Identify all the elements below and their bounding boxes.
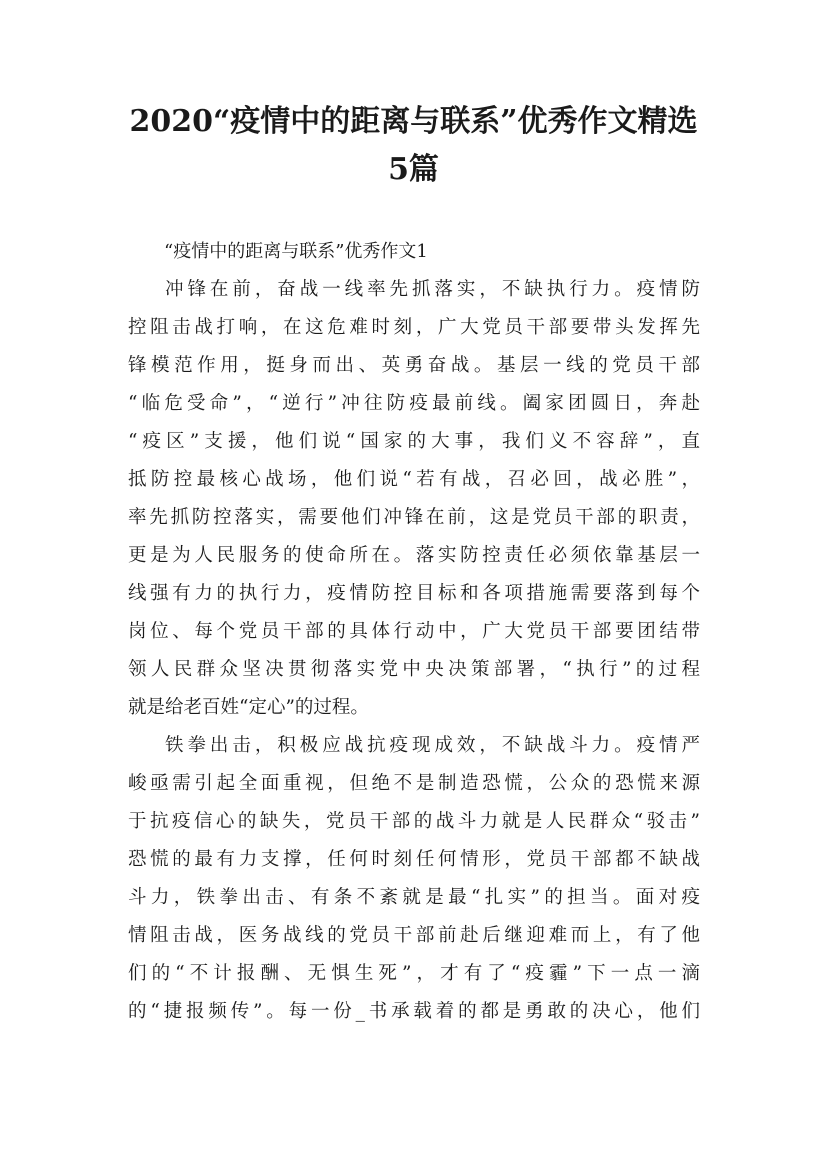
text-line: 冲锋在前，奋战一线率先抓落实，不缺执行力。疫情防 xyxy=(165,279,700,300)
text-line: 于抗疫信心的缺失，党员干部的战斗力就是人民群众“驳击” xyxy=(128,811,700,832)
text-line: 峻亟需引起全面重视，但绝不是制造恐慌，公众的恐慌来源 xyxy=(128,773,700,794)
text-line: 领人民群众坚决贯彻落实党中央决策部署，“执行”的过程 xyxy=(128,659,700,680)
text-line: 岗位、每个党员干部的具体行动中，广大党员干部要团结带 xyxy=(128,621,700,642)
text-line: 率先抓防控落实，需要他们冲锋在前，这是党员干部的职责， xyxy=(128,507,700,528)
text-line: 就是给老百姓“定心”的过程。 xyxy=(128,697,369,718)
text-line: 控阻击战打响，在这危难时刻，广大党员干部要带头发挥先 xyxy=(128,317,700,338)
essay-subtitle: “疫情中的距离与联系”优秀作文1 xyxy=(164,241,428,262)
document-body xyxy=(128,233,700,1031)
text-line: 情阻击战，医务战线的党员干部前赴后继迎难而上，有了他 xyxy=(128,925,700,946)
text-line: 斗力，铁拳出击、有条不紊就是最“扎实”的担当。面对疫 xyxy=(128,887,700,908)
text-line: 线强有力的执行力，疫情防控目标和各项措施需要落到每个 xyxy=(128,583,700,604)
title-line-1: 2020“疫情中的距离与联系”优秀作文精选 xyxy=(129,104,698,139)
text-line: “疫区”支援，他们说“国家的大事，我们义不容辞”，直 xyxy=(128,431,700,452)
text-line: 们的“不计报酬、无惧生死”，才有了“疫霾”下一点一滴 xyxy=(128,963,700,984)
text-line: “临危受命”，“逆行”冲往防疫最前线。阖家团圆日，奔赴 xyxy=(128,393,700,414)
title-line-2: 5篇 xyxy=(388,152,439,187)
text-line: 铁拳出击，积极应战抗疫现成效，不缺战斗力。疫情严 xyxy=(165,735,700,756)
text-line: 的“捷报频传”。每一份_书承载着的都是勇敢的决心，他们 xyxy=(128,1001,700,1022)
document-title xyxy=(120,98,707,194)
paragraph-2 xyxy=(128,727,700,1031)
paragraph-1 xyxy=(128,271,700,727)
text-line: 更是为人民服务的使命所在。落实防控责任必须依靠基层一 xyxy=(128,545,700,566)
text-line: 抵防控最核心战场，他们说“若有战，召必回，战必胜”， xyxy=(128,469,700,490)
text-line: 恐慌的最有力支撑，任何时刻任何情形，党员干部都不缺战 xyxy=(128,849,700,870)
text-line: 锋模范作用，挺身而出、英勇奋战。基层一线的党员干部 xyxy=(128,355,700,376)
